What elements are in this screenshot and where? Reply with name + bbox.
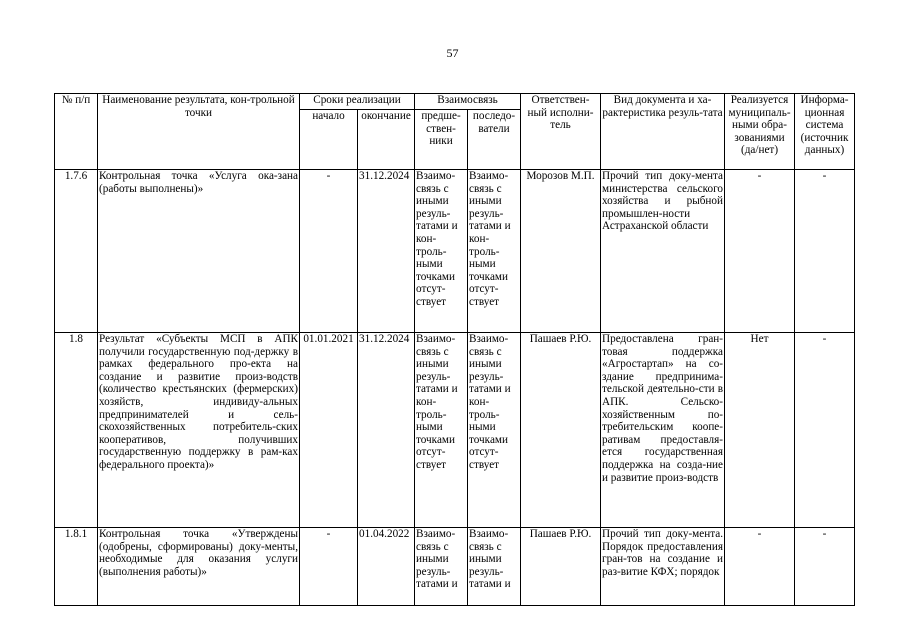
header-predecessors: предше-ствен-ники xyxy=(415,110,468,170)
header-successors: последо-ватели xyxy=(468,110,521,170)
header-info-system: Информа-ционная система (источник данных) xyxy=(795,94,855,170)
row-name: Контрольная точка «Услуга ока-зана (работы выполнены)» xyxy=(98,170,300,333)
row-municipal: - xyxy=(725,528,795,606)
row-responsible: Пашаев Р.Ю. xyxy=(521,333,601,528)
table-row xyxy=(55,528,855,606)
header-terms: Сроки реализации xyxy=(300,94,415,110)
header-start: начало xyxy=(300,110,358,170)
row-info-system: - xyxy=(795,170,855,333)
row-successors: Взаимо-связь с иными резуль-татами и кон-троль-ными точками отсут-ствует xyxy=(468,170,521,333)
row-doc: Прочий тип доку-мента. Порядок предоставления гран-тов на создание и раз-витие КФХ; порядок xyxy=(601,528,725,606)
row-doc: Предоставлена гран-товая поддержка «Агростартап» на со-здание предпринима-тельской деятельно-сти в АПК. Сельско-хозяйственным по-требительским коопе-ративам предоставля-ется государственная поддержка на созда-ние и развитие произ-водств xyxy=(601,333,725,528)
row-num: 1.8 xyxy=(55,333,98,528)
header-relation: Взаимосвязь xyxy=(415,94,521,110)
header-municipal: Реализуется муниципаль-ными обра-зованиями (да/нет) xyxy=(725,94,795,170)
header-row-top xyxy=(55,94,855,110)
row-name: Результат «Субъекты МСП в АПК получили государственную под-держку в рамках федерального про-екта на создание и развитие произ-водств (количество крестьянских (фермерских) хозяйств, индивиду-альных предпринимателей и сель-скохозяйственных потребитель-ских кооперативов, получивших государственную поддержку в рам-ках федерального проекта)» xyxy=(98,333,300,528)
row-successors: Взаимо-связь с иными резуль-татами и кон-троль-ными точками отсут-ствует xyxy=(468,333,521,528)
table-row xyxy=(55,333,855,528)
row-predecessors: Взаимо-связь с иными резуль-татами и xyxy=(415,528,468,606)
header-doc-type: Вид документа и ха-рактеристика резуль-тата xyxy=(601,94,725,170)
results-table xyxy=(54,93,855,606)
row-start: - xyxy=(300,170,358,333)
header-end: окончание xyxy=(358,110,415,170)
row-name: Контрольная точка «Утверждены (одобрены, сформированы) доку-менты, необходимые для оказания услуги (выполнения работы)» xyxy=(98,528,300,606)
row-end: 31.12.2024 xyxy=(358,170,415,333)
row-doc: Прочий тип доку-мента министерства сельского хозяйства и рыбной промышлен-ности Астраханской области xyxy=(601,170,725,333)
row-municipal: Нет xyxy=(725,333,795,528)
table-row xyxy=(55,170,855,333)
row-num: 1.8.1 xyxy=(55,528,98,606)
row-predecessors: Взаимо-связь с иными резуль-татами и кон-троль-ными точками отсут-ствует xyxy=(415,333,468,528)
row-end: 01.04.2022 xyxy=(358,528,415,606)
row-info-system: - xyxy=(795,528,855,606)
row-start: 01.01.2021 xyxy=(300,333,358,528)
row-successors: Взаимо-связь с иными резуль-татами и xyxy=(468,528,521,606)
row-responsible: Пашаев Р.Ю. xyxy=(521,528,601,606)
row-info-system: - xyxy=(795,333,855,528)
header-name: Наименование результата, кон-трольной точки xyxy=(98,94,300,170)
row-start: - xyxy=(300,528,358,606)
row-responsible: Морозов М.П. xyxy=(521,170,601,333)
header-responsible: Ответствен-ный исполни-тель xyxy=(521,94,601,170)
page-number: 57 xyxy=(446,46,459,60)
row-municipal: - xyxy=(725,170,795,333)
header-num: № п/п xyxy=(55,94,98,170)
row-end: 31.12.2024 xyxy=(358,333,415,528)
row-predecessors: Взаимо-связь с иными резуль-татами и кон-троль-ными точками отсут-ствует xyxy=(415,170,468,333)
row-num: 1.7.6 xyxy=(55,170,98,333)
